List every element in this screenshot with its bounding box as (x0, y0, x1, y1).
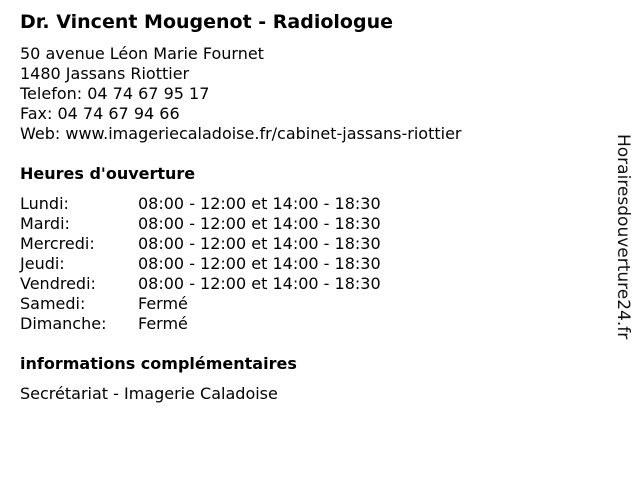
info-heading: informations complémentaires (20, 354, 297, 373)
street-address: 50 avenue Léon Marie Fournet (20, 44, 264, 63)
day-label: Jeudi: (20, 254, 65, 273)
side-brand-text: Horairesdouverture24.fr (613, 134, 633, 340)
day-label: Mercredi: (20, 234, 95, 253)
address-block (20, 44, 461, 144)
time-value: 08:00 - 12:00 et 14:00 - 18:30 (138, 234, 381, 253)
info-text: Secrétariat - Imagerie Caladoise (20, 384, 278, 403)
time-value: 08:00 - 12:00 et 14:00 - 18:30 (138, 214, 381, 233)
phone-number: Telefon: 04 74 67 95 17 (20, 84, 210, 103)
website-link: Web: www.imageriecaladoise.fr/cabinet-jassans-riottier (20, 124, 462, 143)
time-value: Fermé (138, 314, 188, 333)
hours-heading: Heures d'ouverture (20, 164, 196, 183)
day-label: Lundi: (20, 194, 69, 213)
day-label: Mardi: (20, 214, 70, 233)
day-label: Vendredi: (20, 274, 96, 293)
city-address: 1480 Jassans Riottier (20, 64, 190, 83)
time-value: 08:00 - 12:00 et 14:00 - 18:30 (138, 274, 381, 293)
page-title: Dr. Vincent Mougenot - Radiologue (20, 11, 393, 33)
day-label: Dimanche: (20, 314, 107, 333)
time-value: 08:00 - 12:00 et 14:00 - 18:30 (138, 254, 381, 273)
time-value: 08:00 - 12:00 et 14:00 - 18:30 (138, 194, 381, 213)
side-brand-watermark (612, 134, 634, 370)
day-label: Samedi: (20, 294, 86, 313)
fax-number: Fax: 04 74 67 94 66 (20, 104, 180, 123)
time-value: Fermé (138, 294, 188, 313)
